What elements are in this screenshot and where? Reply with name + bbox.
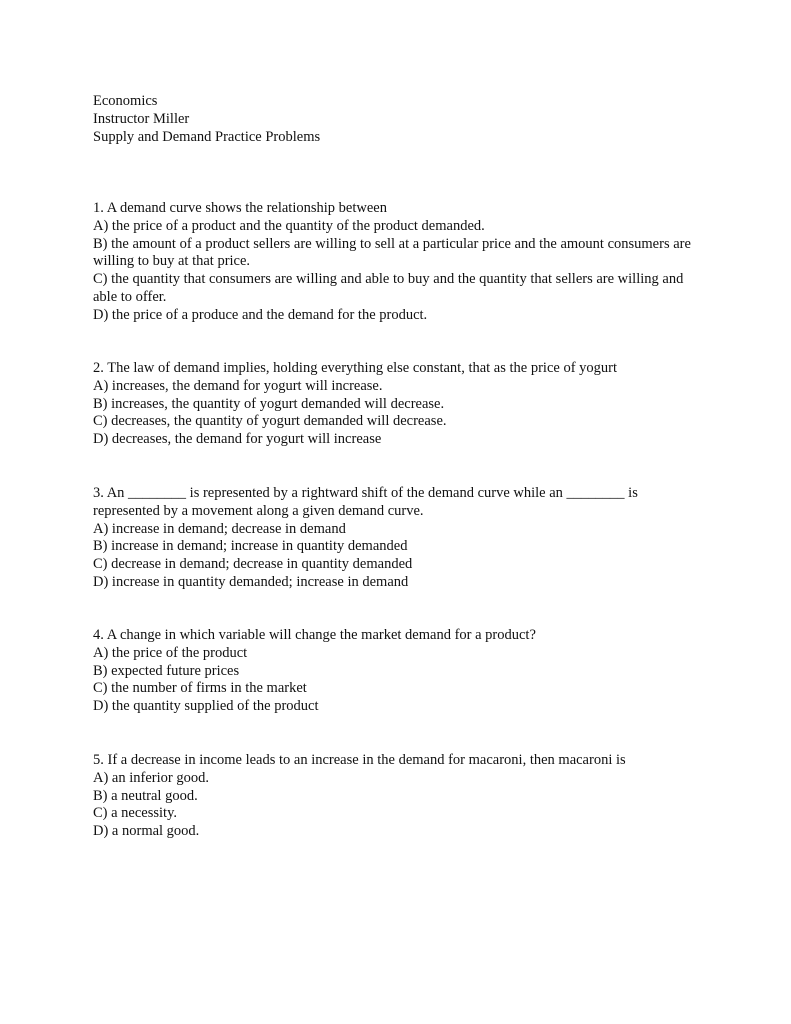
question-4: [93, 627, 703, 716]
question-3-option-c: C) decrease in demand; decrease in quantity demanded: [93, 556, 413, 573]
instructor-name: Instructor Miller: [93, 110, 190, 127]
question-2-option-b: B) increases, the quantity of yogurt demanded will decrease.: [93, 395, 445, 412]
document-title: Supply and Demand Practice Problems: [93, 128, 321, 145]
question-2-stem: 2. The law of demand implies, holding everything else constant, that as the price of yogurt: [93, 360, 618, 376]
question-2-option-d: D) decreases, the demand for yogurt will increase: [93, 431, 382, 448]
question-5: [93, 752, 703, 841]
question-5-option-d: D) a normal good.: [93, 823, 200, 840]
question-1-stem: 1. A demand curve shows the relationship between: [93, 200, 387, 216]
course-name: Economics: [93, 93, 158, 109]
question-4-option-b: B) expected future prices: [93, 662, 240, 679]
question-5-option-a: A) an inferior good.: [93, 769, 209, 786]
question-3-option-d: D) increase in quantity demanded; increase in demand: [93, 573, 409, 590]
question-4-option-c: C) the number of firms in the market: [93, 680, 307, 697]
question-5-option-c: C) a necessity.: [93, 805, 178, 822]
question-3-option-a: A) increase in demand; decrease in demand: [93, 520, 346, 537]
question-4-stem: 4. A change in which variable will change the market demand for a product?: [93, 627, 536, 643]
question-1-option-b: B) the amount of a product sellers are willing to sell at a particular price and the amount consumers are willing to buy at that price.: [93, 235, 691, 270]
question-4-option-a: A) the price of the product: [93, 644, 248, 661]
question-2-option-a: A) increases, the demand for yogurt will increase.: [93, 377, 383, 394]
question-4-option-d: D) the quantity supplied of the product: [93, 698, 319, 715]
question-3: [93, 485, 693, 592]
question-5-option-b: B) a neutral good.: [93, 787, 198, 804]
question-1-option-d: D) the price of a produce and the demand for the product.: [93, 306, 428, 323]
question-3-stem: 3. An ________ is represented by a rightward shift of the demand curve while an ________ is represented by a movement along a given demand curve.: [93, 485, 638, 519]
question-3-option-b: B) increase in demand; increase in quantity demanded: [93, 538, 408, 555]
question-2: [93, 360, 703, 449]
question-2-option-c: C) decreases, the quantity of yogurt demanded will decrease.: [93, 413, 447, 430]
document-header: [93, 93, 320, 146]
question-1: [93, 200, 703, 325]
question-1-option-a: A) the price of a product and the quantity of the product demanded.: [93, 217, 485, 234]
question-5-stem: 5. If a decrease in income leads to an increase in the demand for macaroni, then macaroni is: [93, 752, 626, 768]
question-1-option-c: C) the quantity that consumers are willing and able to buy and the quantity that sellers are willing and able to offer.: [93, 271, 684, 305]
